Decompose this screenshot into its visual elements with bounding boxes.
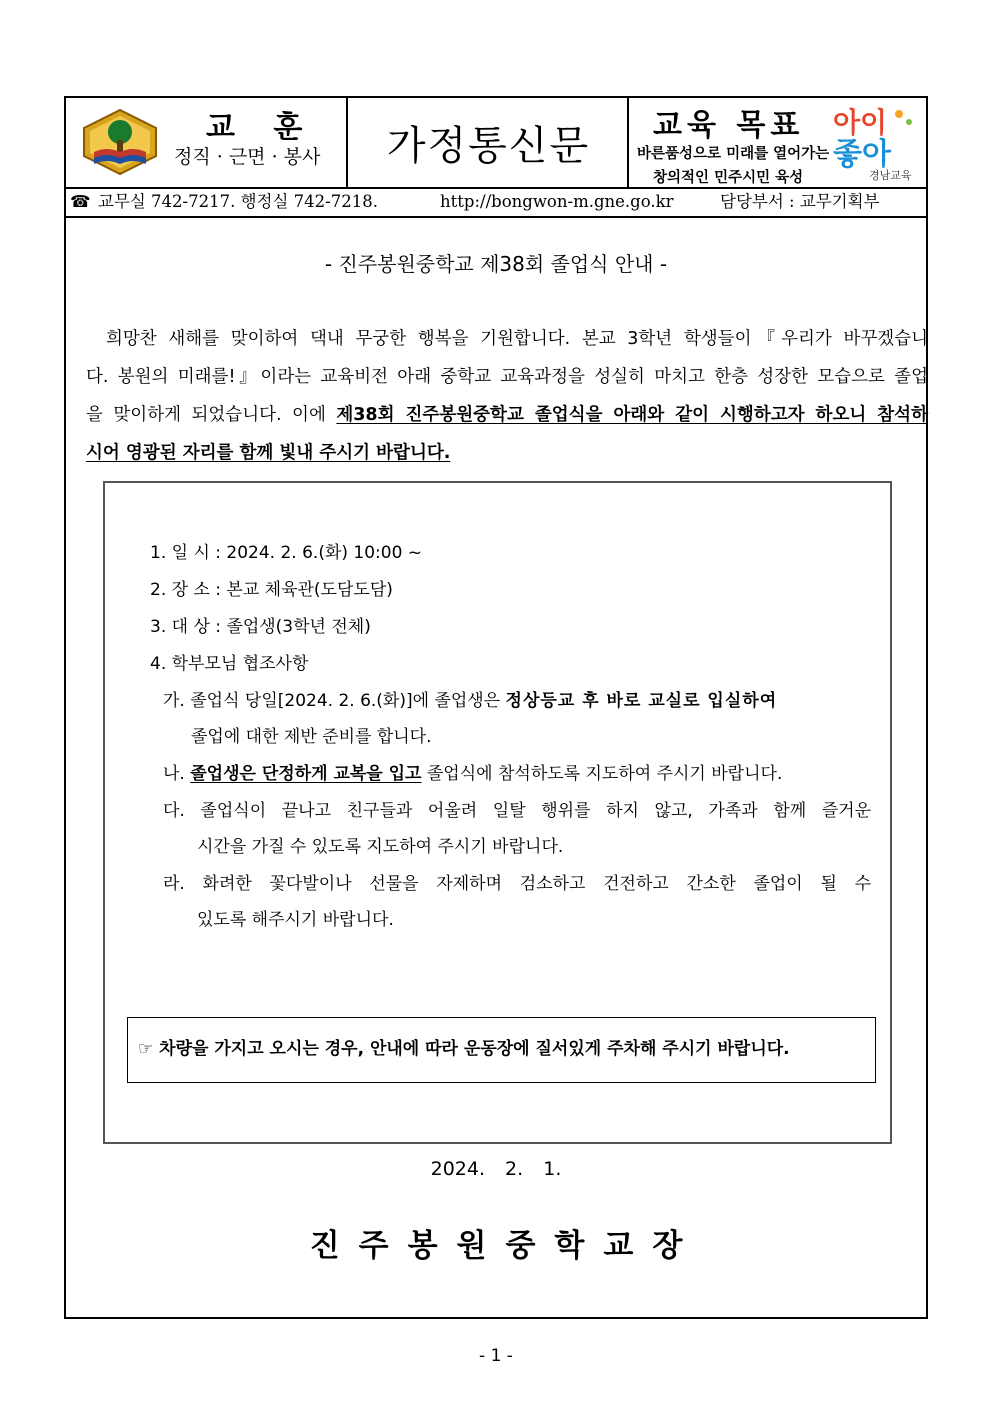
detail-date: 1. 일 시 : 2024. 2. 6.(화) 10:00 ~ [150,543,423,563]
intro-text: 을 맞이하게 되었습니다. 이에 [86,405,337,425]
header-table [66,98,926,189]
goal-title: 교육 목표 [653,108,805,143]
principal-signature: 진주봉원중학교장 [309,1228,702,1264]
detail-place: 2. 장 소 : 본교 체육관(도담도담) [150,580,393,600]
coop-text: 나. [163,764,191,784]
coop-item-ra: 라. 화려한 꽃다발이나 선물을 자제하며 검소하고 건전하고 간소한 졸업이 될 수 [163,874,871,894]
edu-logo-text-3: 경남교육 [869,169,912,182]
motto-title: 교 훈 [206,110,317,145]
school-url[interactable]: http://bongwon-m.gne.go.kr [440,192,674,211]
intro-line [86,434,928,472]
coop-item-ra-cont: 있도록 해주시기 바랍니다. [197,910,394,930]
contact-dept: 담당부서 : 교무기획부 [720,192,880,211]
intro-line: 다. 봉원의 미래를!』이라는 교육비전 아래 중학교 교육과정을 성실히 마치고 한층 성장한 모습으로 졸업 [86,367,928,387]
parking-note [127,1017,876,1083]
coop-item-da: 다. 졸업식이 끝나고 친구들과 어울려 일탈 행위를 하지 않고, 가족과 함께 즐거운 [163,801,871,821]
detail-target: 3. 대 상 : 졸업생(3학년 전체) [150,617,371,637]
gyeongnam-education-logo [829,102,923,182]
phone-icon: ☎ [70,192,91,211]
contact-bar [66,187,926,218]
contact-office: 교무실 742-7217. 행정실 742-7218. [98,192,378,211]
motto-cell [66,98,348,187]
coop-item-ga [163,686,777,711]
edu-logo-text-2: 좋아 [833,137,891,172]
intro-paragraph [86,320,928,472]
motto-text: 정직 · 근면 · 봉사 [174,146,321,168]
document-title: - 진주봉원중학교 제38회 졸업식 안내 - [324,252,668,276]
paper-title-cell [348,98,629,187]
issue-date: 2024. 2. 1. [430,1158,562,1180]
intro-emphasis: 시어 영광된 자리를 함께 빛내 주시기 바랍니다. [86,443,451,463]
goal-cell [629,98,926,187]
coop-item-da-cont: 시간을 가질 수 있도록 지도하여 주시기 바랍니다. [197,837,564,857]
goal-line-2: 창의적인 민주시민 육성 [653,169,804,186]
page-number: - 1 - [479,1346,513,1366]
coop-text: 가. 졸업식 당일[2024. 2. 6.(화)]에 졸업생은 [163,691,506,711]
edu-logo-text-1: 아이 [833,106,888,139]
newsletter-frame [64,96,928,1319]
goal-line-1: 바른품성으로 미래를 열어가는 [637,145,830,162]
coop-emphasis: 졸업생은 단정하게 교복을 입고 [190,764,422,784]
pointing-hand-icon: ☞ [138,1039,154,1059]
paper-title: 가정통신문 [386,123,591,169]
details-box [103,481,892,1144]
coop-emphasis: 정상등교 후 바로 교실로 입실하여 [505,691,778,711]
intro-emphasis: 제38회 진주봉원중학교 졸업식을 아래와 같이 시행하고자 하오니 참석하 [336,405,928,425]
coop-item-na [163,759,782,784]
intro-line [86,396,928,434]
parking-note-text: 차량을 가지고 오시는 경우, 안내에 따라 운동장에 질서있게 주차해 주시기 바랍니다. [159,1039,790,1059]
intro-line: 희망찬 새해를 맞이하여 댁내 무궁한 행복을 기원합니다. 본교 3학년 학생들이『우리가 바꾸겠습니 [106,329,928,349]
coop-item-ga-cont: 졸업에 대한 제반 준비를 합니다. [191,727,432,747]
coop-text: 졸업식에 참석하도록 지도하여 주시기 바랍니다. [421,764,783,784]
school-emblem-icon [82,108,158,176]
detail-cooperation: 4. 학부모님 협조사항 [150,654,309,674]
